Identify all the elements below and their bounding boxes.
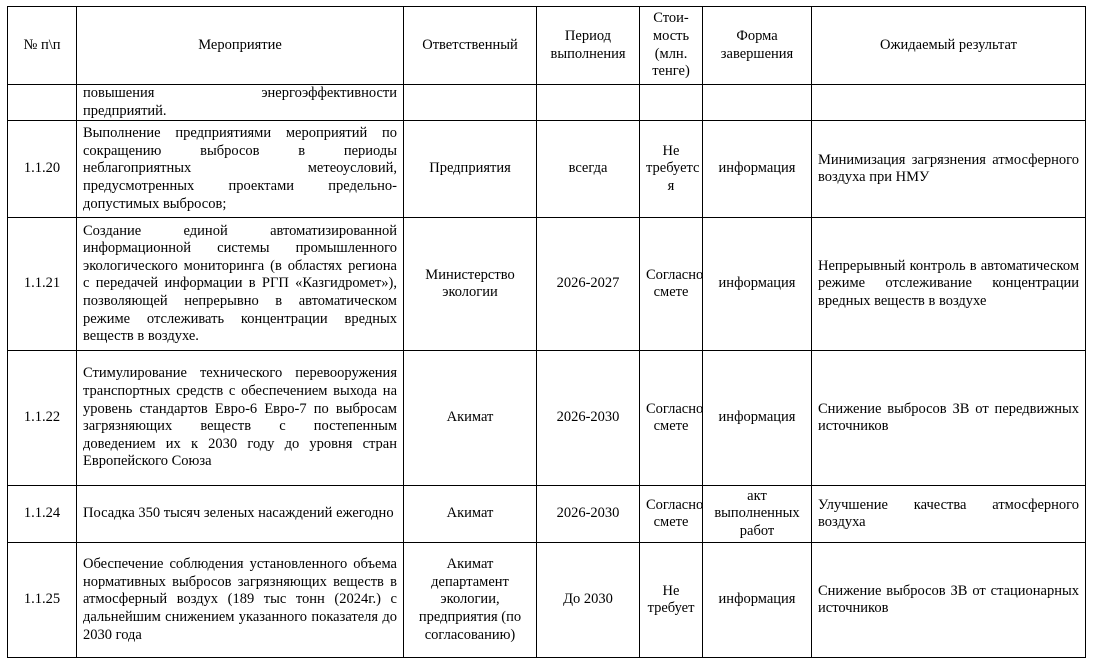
row-form: информация [703,121,812,218]
header-form: Форма завершения [703,7,812,85]
row-period: 2026-2030 [537,486,640,543]
row-responsible: Акимат [404,351,537,486]
row-responsible: Акимат департамент экологии, предприятия (по согласованию) [404,543,537,658]
row-measure [77,85,404,121]
row-result: Минимизация загрязнения атмосферного воздуха при НМУ [812,121,1086,218]
table-header-row [8,7,1086,85]
row-period [537,85,640,121]
header-cost: Стои-мость (млн. тенге) [640,7,703,85]
table-row [8,351,1086,486]
header-responsible: Ответственный [404,7,537,85]
header-result: Ожидаемый результат [812,7,1086,85]
row-num: 1.1.25 [8,543,77,658]
row-result: Непрерывный контроль в автоматическом режиме отслеживание концентрации вредных веществ в воздухе [812,218,1086,351]
measure-line: предприятий. [83,102,167,119]
row-responsible [404,85,537,121]
header-measure: Мероприятие [77,7,404,85]
row-measure: Посадка 350 тысяч зеленых насаждений ежегодно [77,486,404,543]
row-cost: Не требуетс я [640,121,703,218]
row-num: 1.1.22 [8,351,77,486]
row-cost: Не требует [640,543,703,658]
table-row [8,543,1086,658]
row-measure: Обеспечение соблюдения установленного объема нормативных выбросов загрязняющих веществ в атмосферный воздух (189 тыс тонн (2024г.) с дальнейшим снижением указанного показателя до 2030 года [77,543,404,658]
action-plan-table [7,6,1086,658]
table-row [8,218,1086,351]
row-form: информация [703,543,812,658]
row-form: информация [703,218,812,351]
row-num: 1.1.20 [8,121,77,218]
table-row [8,486,1086,543]
row-result: Снижение выбросов ЗВ от стационарных источников [812,543,1086,658]
row-cost: Согласно смете [640,351,703,486]
row-period: 2026-2030 [537,351,640,486]
row-measure: Создание единой автоматизированной информационной системы промышленного экологического мониторинга (в областях региона с передачей информации в РГП «Казгидромет»), позволяющей непрерывно в автоматическом режиме отслеживать концентрации вредных веществ в воздухе. [77,218,404,351]
row-form [703,85,812,121]
row-measure: Стимулирование технического перевооружения транспортных средств с обеспечением выхода на уровень стандартов Евро-6 Евро-7 по выбросам загрязняющих веществ с постепенным доведением их к 2030 году до уровня стран Европейского Союза [77,351,404,486]
row-measure: Выполнение предприятиями мероприятий по сокращению выбросов в периоды неблагоприятных метеоусловий, предусмотренных проектами предельно-допустимых выбросов; [77,121,404,218]
row-period: 2026-2027 [537,218,640,351]
row-result [812,85,1086,121]
row-result: Снижение выбросов ЗВ от передвижных источников [812,351,1086,486]
row-num [8,85,77,121]
row-form: информация [703,351,812,486]
row-num: 1.1.24 [8,486,77,543]
row-responsible: Предприятия [404,121,537,218]
row-period: До 2030 [537,543,640,658]
row-cost: Согласно смете [640,486,703,543]
table-row [8,85,1086,121]
row-responsible: Акимат [404,486,537,543]
row-result: Улучшение качества атмосферного воздуха [812,486,1086,543]
header-period: Период выполнения [537,7,640,85]
row-cost [640,85,703,121]
row-form: акт выполненных работ [703,486,812,543]
measure-line: повышения энергоэффективности [83,85,397,101]
row-num: 1.1.21 [8,218,77,351]
table-row [8,121,1086,218]
row-responsible: Министерство экологии [404,218,537,351]
row-period: всегда [537,121,640,218]
row-cost: Согласно смете [640,218,703,351]
header-num: № п\п [8,7,77,85]
